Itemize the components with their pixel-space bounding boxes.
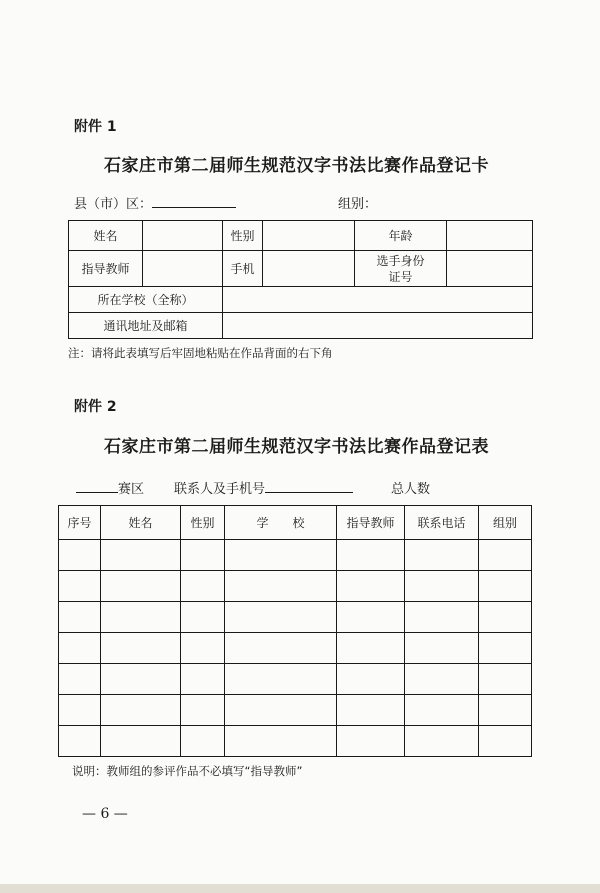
table-cell xyxy=(101,540,181,571)
contact-field xyxy=(174,478,353,497)
division-label: 赛区 xyxy=(118,482,145,497)
attachment-1-label: 附件 1 xyxy=(74,119,117,135)
table-cell xyxy=(479,726,532,757)
table-cell xyxy=(337,695,405,726)
county-blank xyxy=(152,195,236,208)
school-cell xyxy=(223,287,533,313)
table-cell xyxy=(337,540,405,571)
contact-blank xyxy=(265,480,353,493)
column-header: 指导教师 xyxy=(337,506,405,540)
attachment-2-label: 附件 2 xyxy=(74,399,117,415)
table-cell xyxy=(405,602,479,633)
table-cell xyxy=(405,540,479,571)
county-field xyxy=(74,193,236,212)
column-header: 学 校 xyxy=(225,506,337,540)
age-label: 年龄 xyxy=(355,221,447,251)
table-cell xyxy=(101,633,181,664)
table-cell xyxy=(181,664,225,695)
table-cell xyxy=(59,633,101,664)
county-label: 县（市）区： xyxy=(74,197,153,212)
table-cell xyxy=(59,726,101,757)
table-cell xyxy=(181,695,225,726)
name-cell xyxy=(143,221,223,251)
table-cell xyxy=(337,571,405,602)
table-cell xyxy=(101,602,181,633)
table-cell xyxy=(225,602,337,633)
id-number-label-line2: 证号 xyxy=(388,269,413,284)
table-cell xyxy=(181,633,225,664)
address-label: 通讯地址及邮箱 xyxy=(69,313,223,339)
gender-cell xyxy=(263,221,355,251)
table-cell xyxy=(181,540,225,571)
registration-card-table xyxy=(68,220,533,339)
id-number-cell xyxy=(447,251,533,287)
column-header: 姓名 xyxy=(101,506,181,540)
table-cell xyxy=(101,695,181,726)
attachment-2-title: 石家庄市第二届师生规范汉字书法比赛作品登记表 xyxy=(104,437,489,457)
total-count-label: 总人数 xyxy=(391,482,431,497)
table-cell xyxy=(59,571,101,602)
table-cell xyxy=(405,726,479,757)
table-row xyxy=(59,571,532,602)
name-label: 姓名 xyxy=(69,221,143,251)
column-header: 性别 xyxy=(181,506,225,540)
table-row xyxy=(59,726,532,757)
table-body xyxy=(59,540,532,757)
table-cell xyxy=(225,695,337,726)
column-header: 组别 xyxy=(479,506,532,540)
attachment-1-note: 注：请将此表填写后牢固地粘贴在作品背面的右下角 xyxy=(68,346,333,360)
table-cell xyxy=(59,602,101,633)
table-cell xyxy=(479,602,532,633)
registration-list-table xyxy=(58,505,532,757)
school-label: 所在学校（全称） xyxy=(69,287,223,313)
table-cell xyxy=(405,695,479,726)
table-cell xyxy=(101,726,181,757)
table-row xyxy=(69,313,533,339)
table-cell xyxy=(101,664,181,695)
table-row xyxy=(59,695,532,726)
table-cell xyxy=(479,540,532,571)
table-cell xyxy=(479,695,532,726)
table-cell xyxy=(181,602,225,633)
column-header: 序号 xyxy=(59,506,101,540)
gender-label: 性别 xyxy=(223,221,263,251)
table-cell xyxy=(405,571,479,602)
attachment-1-title: 石家庄市第二届师生规范汉字书法比赛作品登记卡 xyxy=(104,156,489,176)
table-cell xyxy=(59,695,101,726)
table-row xyxy=(69,221,533,251)
table-row xyxy=(59,540,532,571)
table-row xyxy=(59,602,532,633)
table-cell xyxy=(59,540,101,571)
table-cell xyxy=(479,633,532,664)
phone-cell xyxy=(263,251,355,287)
table-cell xyxy=(101,571,181,602)
table-cell xyxy=(181,726,225,757)
table-cell xyxy=(225,540,337,571)
group-label: 组别： xyxy=(338,197,378,212)
contact-label: 联系人及手机号 xyxy=(174,482,266,497)
column-header: 联系电话 xyxy=(405,506,479,540)
table-row xyxy=(59,633,532,664)
division-field xyxy=(76,478,144,497)
table-cell xyxy=(337,633,405,664)
division-blank xyxy=(76,480,118,493)
attachment-2-note: 说明：教师组的参评作品不必填写“指导教师” xyxy=(72,764,303,778)
table-cell xyxy=(59,664,101,695)
table-cell xyxy=(405,633,479,664)
table-cell xyxy=(225,664,337,695)
table-row xyxy=(69,251,533,287)
table-cell xyxy=(337,664,405,695)
address-cell xyxy=(223,313,533,339)
table-cell xyxy=(225,633,337,664)
page-number: — 6 — xyxy=(82,806,128,822)
table-cell xyxy=(225,571,337,602)
table-cell xyxy=(479,664,532,695)
table-row xyxy=(69,287,533,313)
age-cell xyxy=(447,221,533,251)
table-cell xyxy=(337,602,405,633)
table-cell xyxy=(337,726,405,757)
phone-label: 手机 xyxy=(223,251,263,287)
scan-bottom-edge xyxy=(0,884,600,893)
id-number-label-line1: 选手身份 xyxy=(376,253,425,268)
instructor-label: 指导教师 xyxy=(69,251,143,287)
table-cell xyxy=(479,571,532,602)
table-cell xyxy=(405,664,479,695)
table-header-row xyxy=(59,506,532,540)
instructor-cell xyxy=(143,251,223,287)
table-cell xyxy=(225,726,337,757)
id-number-label xyxy=(355,251,447,287)
table-cell xyxy=(181,571,225,602)
table-row xyxy=(59,664,532,695)
